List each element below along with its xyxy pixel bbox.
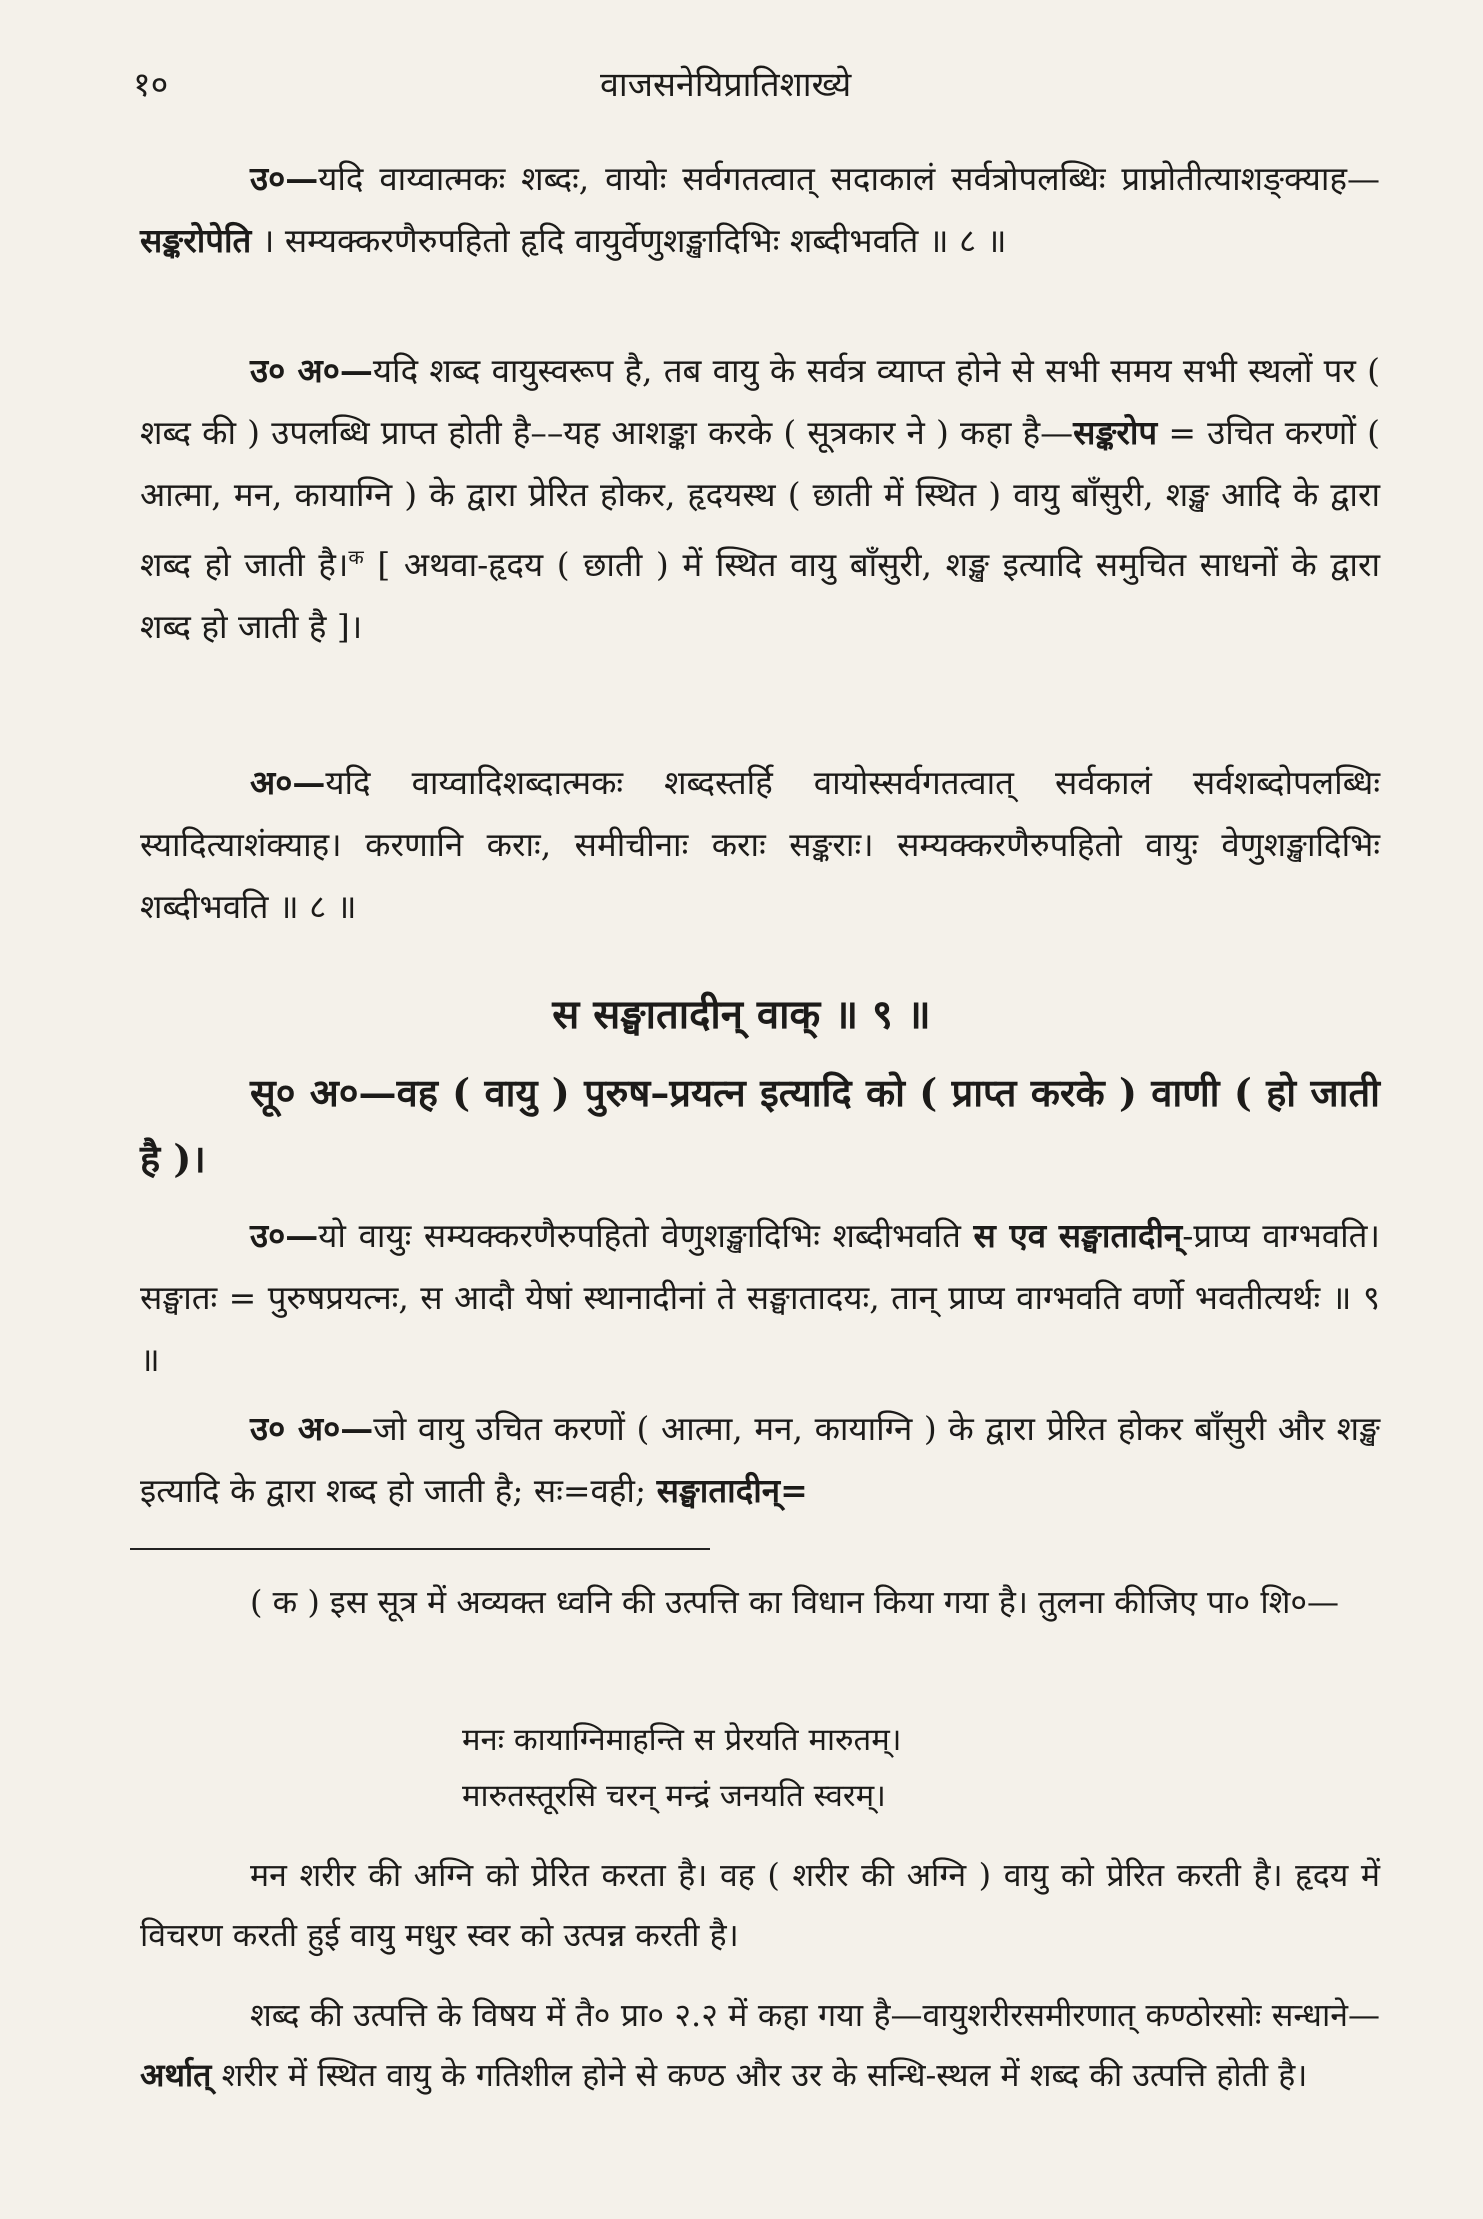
sutra-term: सङ्करोपेति xyxy=(140,221,252,260)
footnote-text: शब्द की उत्पत्ति के विषय में तै० प्रा० २.२ में कहा गया है—वायुशरीरसमीरणात् कण्ठोरसोः सन्धाने— xyxy=(250,1996,1380,2034)
commentary-paragraph-anantabhatta xyxy=(140,752,1380,938)
footnote-marker: क xyxy=(348,545,364,569)
sutra-term: सङ्घातादीन् xyxy=(1058,1216,1183,1255)
commentary-paragraph-uvata-translation xyxy=(140,1398,1380,1522)
footnote-paragraph xyxy=(140,1845,1380,1965)
footnote-term: अर्थात् xyxy=(140,2056,212,2094)
commentary-label: अ०— xyxy=(250,763,326,802)
commentary-text: -प्राप्य वाग्भवति। सङ्घातः = पुरुषप्रयत्नः, स आदौ येषां स्थानादीनां ते सङ्घातादयः, तान् प्राप्य वाग्भवति वर्णो भवतीत्यर्थः ॥ ९ ॥ xyxy=(140,1216,1380,1379)
commentary-text: यदि वाय्वादिशब्दात्मकः शब्दस्तर्हि वायोस्सर्वगतत्वात् सर्वकालं सर्वशब्दोपलब्धिः स्यादित्याशंक्याह। करणानि कराः, समीचीनाः कराः सङ्कराः। सम्यक्करणैरुपहितो वायुः वेणुशङ्खादिभिः शब्दीभवति ॥ ८ ॥ xyxy=(140,763,1380,926)
sutra-translation xyxy=(140,1060,1380,1192)
commentary-label: सू० अ०— xyxy=(250,1070,397,1115)
commentary-label: उ०— xyxy=(250,159,319,198)
verse-line: मनः कायाग्निमाहन्ति स प्रेरयति मारुतम्। xyxy=(462,1722,902,1758)
commentary-text: जो वायु उचित करणों ( आत्मा, मन, कायाग्नि ) के द्वारा प्रेरित होकर बाँसुरी और शङ्ख इत्यादि के द्वारा शब्द हो जाती है; सः=वही; xyxy=(140,1409,1380,1510)
footnote xyxy=(140,1572,1380,1632)
commentary-paragraph-uvata-translation xyxy=(140,340,1380,658)
sutra-term: सङ्करोप xyxy=(1073,413,1158,452)
sutra-term: स एव xyxy=(973,1216,1047,1255)
footnote-text: ( क ) इस सूत्र में अव्यक्त ध्वनि की उत्पत्ति का विधान किया गया है। तुलना कीजिए पा० शि०— xyxy=(250,1583,1340,1621)
commentary-text: । सम्यक्करणैरुपहितो हृदि वायुर्वेणुशङ्खादिभिः शब्दीभवति ॥ ८ ॥ xyxy=(261,221,1007,260)
commentary-text: यदि वाय्वात्मकः शब्दः, वायोः सर्वगतत्वात् सदाकालं सर्वत्रोपलब्धिः प्राप्नोतीत्याशङ्क्याह— xyxy=(318,159,1380,198)
sutra-heading: स सङ्घातादीन् वाक् ॥ ९ ॥ xyxy=(552,991,931,1038)
verse-line: मारुतस्तूरसि चरन् मन्द्रं जनयति स्वरम्। xyxy=(462,1778,886,1814)
running-title: वाजसनेयिप्रातिशाख्ये xyxy=(600,65,852,105)
commentary-paragraph-uvata xyxy=(140,148,1380,272)
commentary-label: उ० अ०— xyxy=(250,1409,374,1448)
page-number: १० xyxy=(133,65,169,105)
commentary-text: वह ( वायु ) पुरुष–प्रयत्न इत्यादि को ( प्राप्त करके ) वाणी ( हो जाती है )। xyxy=(140,1070,1380,1181)
commentary-paragraph-uvata xyxy=(140,1205,1380,1391)
commentary-label: उ०— xyxy=(250,1216,319,1255)
commentary-text: यो वायुः सम्यक्करणैरुपहितो वेणुशङ्खादिभिः शब्दीभवति xyxy=(318,1216,961,1255)
footnote-divider xyxy=(130,1548,710,1550)
commentary-text: = उचित करणों ( आत्मा, मन, कायाग्नि ) के द्वारा प्रेरित होकर, हृदयस्थ ( छाती में स्थित ) वायु बाँसुरी, शङ्ख आदि के द्वारा शब्द हो जाती है। xyxy=(140,413,1380,584)
footnote-text: मन शरीर की अग्नि को प्रेरित करता है। वह ( शरीर की अग्नि ) वायु को प्रेरित करती है। हृदय में विचरण करती हुई वायु मधुर स्वर को उत्पन्न करती है। xyxy=(140,1856,1380,1954)
commentary-text: यदि शब्द वायुस्वरूप है, तब वायु के सर्वत्र व्याप्त होने से सभी समय सभी स्थलों पर ( शब्द की ) उपलब्धि प्राप्त होती है––यह आशङ्का करके ( सूत्रकार ने ) कहा है— xyxy=(140,351,1381,452)
footnote-paragraph xyxy=(140,1985,1380,2105)
sutra-term: सङ्घातादीन्= xyxy=(656,1471,808,1510)
commentary-text: [ अथवा-हृदय ( छाती ) में स्थित वायु बाँसुरी, शङ्ख इत्यादि समुचित साधनों के द्वारा शब्द हो जाती है ]। xyxy=(140,545,1380,646)
commentary-label: उ० अ०— xyxy=(250,351,373,390)
footnote-text: शरीर में स्थित वायु के गतिशील होने से कण्ठ और उर के सन्धि-स्थल में शब्द की उत्पत्ति होती है। xyxy=(221,2056,1308,2094)
